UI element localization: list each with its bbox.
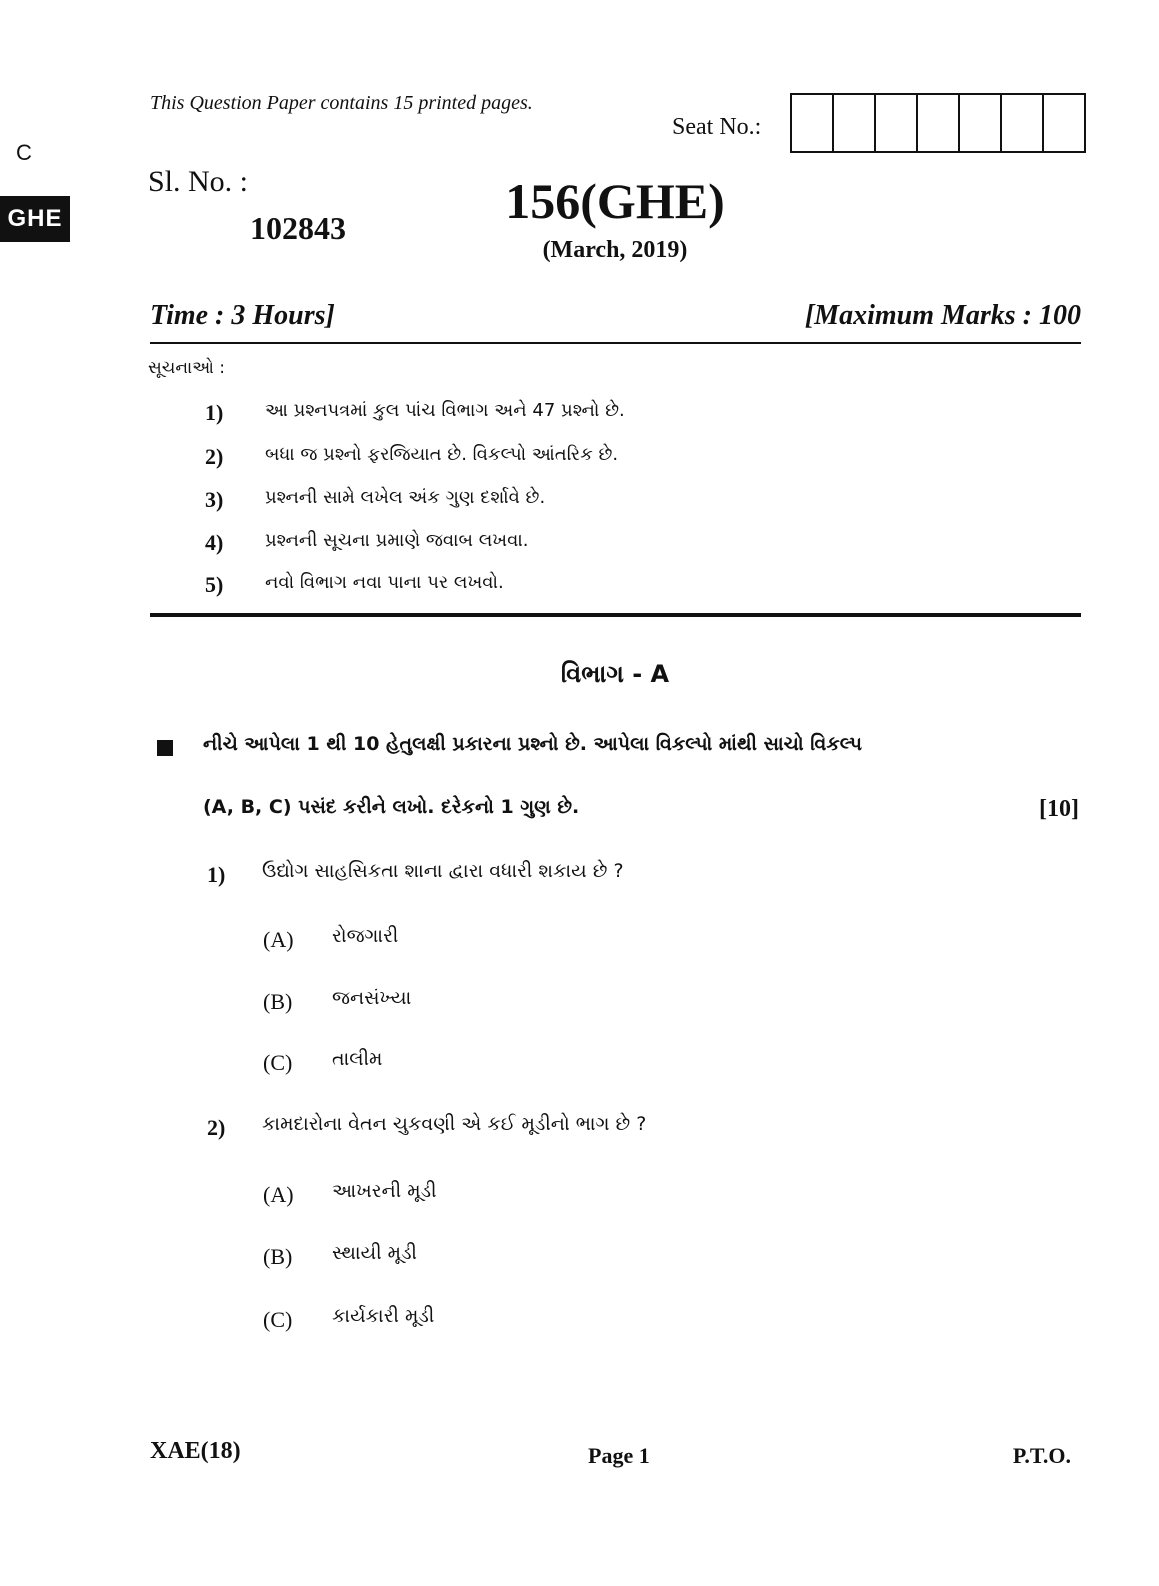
option-letter: (B) bbox=[263, 1244, 293, 1269]
option-letter: (C) bbox=[263, 1307, 293, 1332]
instruction-item bbox=[205, 487, 545, 513]
seat-label: Seat No.: bbox=[672, 114, 762, 140]
square-bullet-icon bbox=[157, 740, 173, 756]
seat-digit-box bbox=[792, 95, 834, 151]
option-text: સ્થાયી મૂડી bbox=[332, 1242, 417, 1264]
option-letter: (A) bbox=[263, 1182, 294, 1207]
footer-code: XAE(18) bbox=[150, 1438, 241, 1464]
seat-digit-box bbox=[918, 95, 960, 151]
instruction-item bbox=[205, 400, 625, 426]
paper-code: 156(GHE) bbox=[505, 173, 725, 229]
instruction-item bbox=[205, 572, 504, 598]
seat-digit-box bbox=[876, 95, 918, 151]
exam-date: (March, 2019) bbox=[542, 237, 688, 263]
instructions-title: સૂચનાઓ : bbox=[148, 358, 225, 378]
option-text: આખરની મૂડી bbox=[332, 1180, 437, 1202]
edge-letter: C bbox=[16, 140, 32, 165]
please-turn-over: P.T.O. bbox=[1012, 1443, 1071, 1468]
instruction-text: પ્રશ્નની સૂચના પ્રમાણે જવાબ લખવા. bbox=[265, 530, 529, 551]
serial-label: Sl. No. : bbox=[148, 165, 249, 198]
seat-digit-box bbox=[960, 95, 1002, 151]
option-letter: (A) bbox=[263, 927, 294, 952]
instruction-number: 4) bbox=[205, 530, 224, 555]
serial-number: 102843 bbox=[250, 210, 346, 246]
section-marks: [10] bbox=[1039, 796, 1079, 822]
instruction-text: પ્રશ્નની સામે લખેલ અંક ગુણ દર્શાવે છે. bbox=[265, 487, 546, 508]
instructions-rule bbox=[150, 613, 1081, 617]
seat-digit-box bbox=[1044, 95, 1084, 151]
instruction-number: 2) bbox=[205, 444, 224, 469]
instruction-number: 5) bbox=[205, 572, 224, 597]
instruction-number: 1) bbox=[205, 400, 224, 425]
header-rule bbox=[150, 342, 1081, 344]
option-letter: (C) bbox=[263, 1050, 293, 1075]
option-text: જનસંખ્યા bbox=[332, 987, 412, 1009]
question-number: 1) bbox=[207, 862, 226, 887]
option-text: કાર્યકારી મૂડી bbox=[332, 1305, 435, 1327]
instruction-text: નવો વિભાગ નવા પાના પર લખવો. bbox=[265, 572, 504, 593]
question-text: કામદારોના વેતન ચુકવણી એ કઈ મૂડીનો ભાગ છે ? bbox=[262, 1113, 647, 1135]
instruction-text: બધા જ પ્રશ્નો ફરજિયાત છે. વિકલ્પો આંતરિક છે. bbox=[265, 444, 619, 465]
pages-note: This Question Paper contains 15 printed pages. bbox=[150, 92, 533, 114]
edge-tab: GHE bbox=[0, 196, 70, 242]
time-allowed: Time : 3 Hours] bbox=[150, 300, 335, 331]
section-directive-line1: નીચે આપેલા 1 થી 10 હેતુલક્ષી પ્રકારના પ્રશ્નો છે. આપેલા વિકલ્પો માંથી સાચો વિકલ્પ bbox=[203, 733, 862, 755]
option-text: તાલીમ bbox=[332, 1048, 383, 1070]
section-directive-line2: (A, B, C) પસંદ કરીને લખો. દરેકનો 1 ગુણ છે. bbox=[203, 796, 580, 818]
instruction-item bbox=[205, 444, 618, 470]
question-text: ઉદ્યોગ સાહસિકતા શાના દ્વારા વધારી શકાય છે ? bbox=[262, 860, 624, 882]
seat-digit-box bbox=[834, 95, 876, 151]
seat-number-boxes bbox=[790, 93, 1086, 153]
option-letter: (B) bbox=[263, 989, 293, 1014]
question-number: 2) bbox=[207, 1115, 226, 1140]
page-number: Page 1 bbox=[588, 1443, 650, 1468]
seat-digit-box bbox=[1002, 95, 1044, 151]
instruction-item bbox=[205, 530, 528, 556]
maximum-marks: [Maximum Marks : 100 bbox=[804, 300, 1081, 331]
option-text: રોજગારી bbox=[332, 925, 399, 947]
section-title: વિભાગ - A bbox=[560, 660, 670, 688]
instruction-number: 3) bbox=[205, 487, 224, 512]
instruction-text: આ પ્રશ્નપત્રમાં કુલ પાંચ વિભાગ અને 47 પ્રશ્નો છે. bbox=[265, 400, 625, 421]
